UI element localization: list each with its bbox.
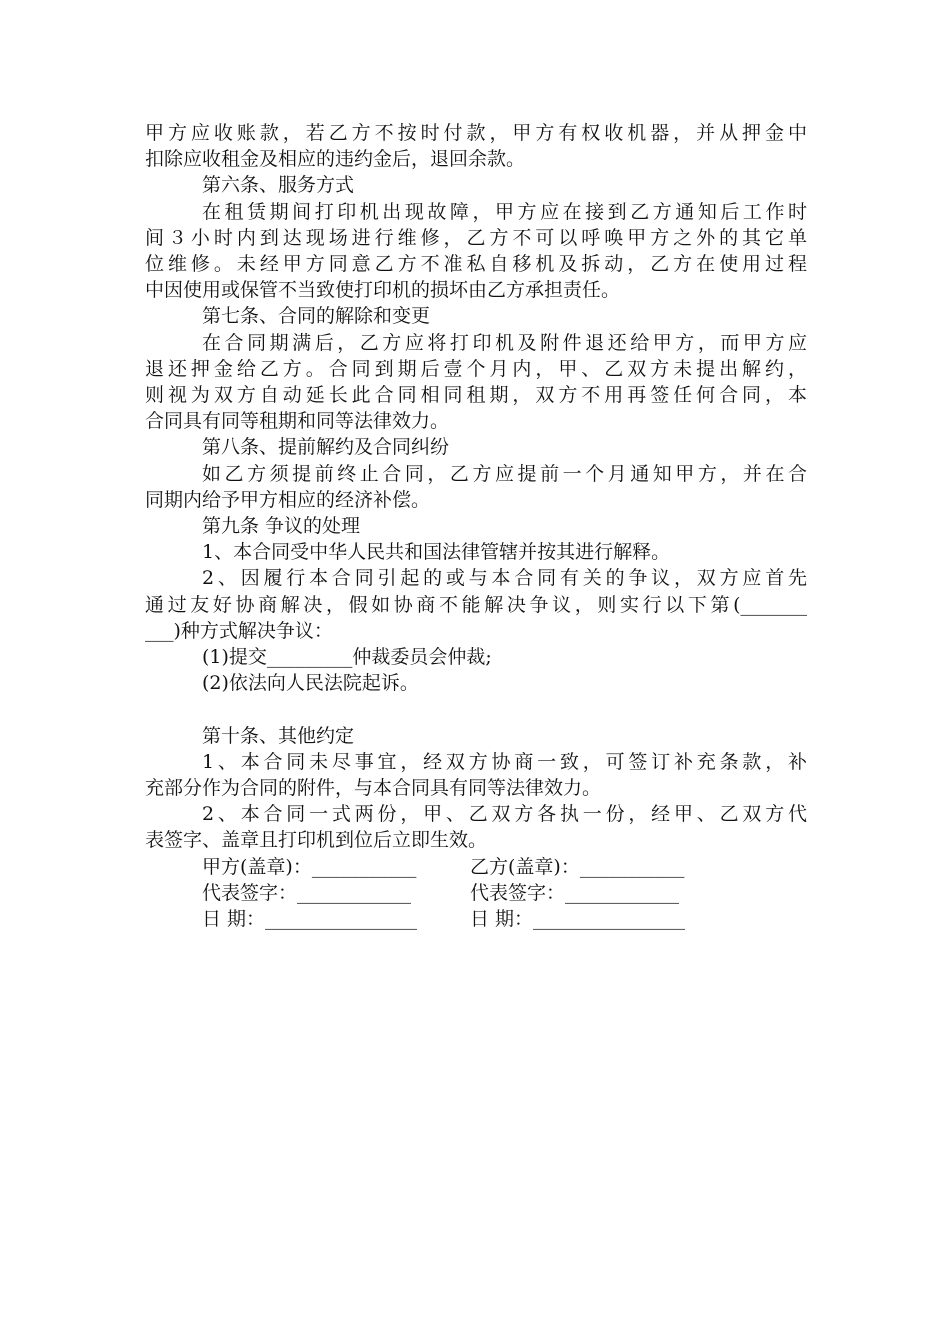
paragraph-line: 通过友好协商解决，假如协商不能解决争议，则实行以下第(_______	[145, 593, 807, 616]
paragraph-line: ___)种方式解决争议：	[145, 619, 333, 642]
paragraph-line: 2、本合同一式两份，甲、乙双方各执一份，经甲、乙双方代	[202, 803, 807, 826]
party-a-representative-field: 代表签字：____________	[202, 881, 412, 904]
paragraph-line: 位维修。未经甲方同意乙方不准私自移机及拆动，乙方在使用过程	[145, 253, 807, 276]
signature-row-seal	[145, 854, 807, 880]
signature-row-date	[145, 906, 807, 932]
party-b-date-field: 日 期：________________	[470, 908, 686, 931]
party-a-date-field: 日 期：________________	[202, 908, 418, 931]
paragraph-line: 同期内给予甲方相应的经济补偿。	[145, 488, 431, 511]
signature-row-representative	[145, 880, 807, 906]
section-heading-6: 第六条、服务方式	[202, 174, 355, 197]
paragraph-line: 在合同期满后，乙方应将打印机及附件退还给甲方，而甲方应	[202, 331, 807, 354]
paragraph-line: 扣除应收租金及相应的违约金后，退回余款。	[145, 148, 526, 171]
party-a-seal-field: 甲方(盖章)：___________	[202, 855, 417, 878]
party-b-seal-field: 乙方(盖章)：___________	[470, 855, 685, 878]
paragraph-line: 表签字、盖章且打印机到位后立即生效。	[145, 829, 488, 852]
paragraph-line: 中因使用或保管不当致使打印机的损坏由乙方承担责任。	[145, 279, 621, 302]
paragraph-line: 则视为双方自动延长此合同相同租期，双方不用再签任何合同，本	[145, 384, 807, 407]
paragraph-line: 1、本合同受中华人民共和国法律管辖并按其进行解释。	[202, 541, 671, 564]
paragraph-line: 退还押金给乙方。合同到期后壹个月内，甲、乙双方未提出解约，	[145, 357, 807, 380]
section-heading-9: 第九条 争议的处理	[202, 515, 361, 538]
option-line-1: (1)提交_________仲裁委员会仲裁;	[202, 646, 492, 669]
section-heading-10: 第十条、其他约定	[202, 724, 355, 747]
contract-body	[145, 120, 807, 932]
option-line-2: (2)依法向人民法院起诉。	[202, 672, 419, 695]
section-heading-7: 第七条、合同的解除和变更	[202, 305, 431, 328]
paragraph-line: 充部分作为合同的附件，与本合同具有同等法律效力。	[145, 777, 602, 800]
paragraph-line: 2、因履行本合同引起的或与本合同有关的争议，双方应首先	[202, 567, 807, 590]
blank-line	[145, 696, 807, 722]
paragraph-line: 甲方应收账款，若乙方不按时付款，甲方有权收机器，并从押金中	[145, 122, 807, 144]
section-heading-8: 第八条、提前解约及合同纠纷	[202, 436, 450, 459]
paragraph-line: 如乙方须提前终止合同，乙方应提前一个月通知甲方，并在合	[202, 462, 807, 485]
paragraph-line: 合同具有同等租期和同等法律效力。	[145, 410, 450, 433]
party-b-representative-field: 代表签字：____________	[470, 881, 680, 904]
paragraph-line: 在租赁期间打印机出现故障，甲方应在接到乙方通知后工作时	[202, 200, 807, 223]
paragraph-line: 1、本合同未尽事宜，经双方协商一致，可签订补充条款，补	[202, 750, 807, 773]
paragraph-line: 间３小时内到达现场进行维修，乙方不可以呼唤甲方之外的其它单	[145, 226, 807, 249]
